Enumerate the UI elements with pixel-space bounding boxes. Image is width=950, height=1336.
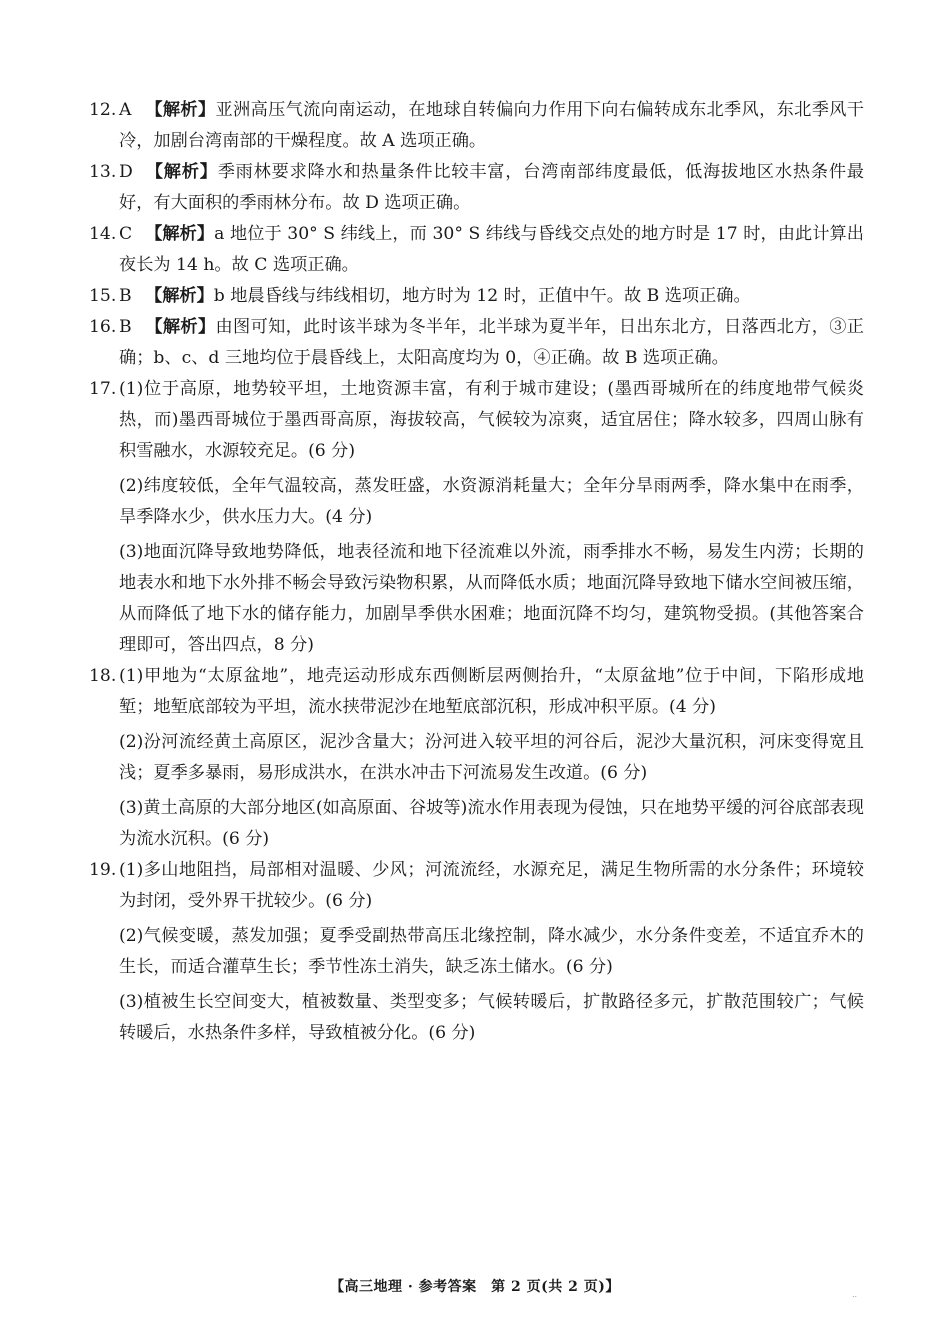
question-number: 18. bbox=[89, 666, 117, 686]
answer-19 bbox=[89, 855, 864, 1049]
answer-part: (3)植被生长空间变大，植被数量、类型变多；气候转暖后，扩散路径多元，扩散范围较广；气候转暖后，水热条件多样，导致植被分化。(6 分) bbox=[119, 992, 864, 1043]
analysis-tag: 【解析】 bbox=[145, 100, 216, 120]
answer-15 bbox=[89, 281, 864, 312]
analysis-tag: 【解析】 bbox=[145, 286, 214, 306]
answer-letter: D bbox=[119, 162, 133, 182]
question-number: 17. bbox=[89, 379, 117, 399]
analysis-text: a 地位于 30° S 纬线上，而 30° S 纬线与昏线交点处的地方时是 17 时，由此计算出夜长为 14 h。故 C 选项正确。 bbox=[119, 224, 864, 275]
answer-16 bbox=[89, 312, 864, 374]
analysis-tag: 【解析】 bbox=[145, 162, 218, 182]
answer-17 bbox=[89, 374, 864, 661]
question-number: 13. bbox=[89, 162, 117, 182]
question-number: 12. bbox=[89, 100, 117, 120]
answer-14 bbox=[89, 219, 864, 281]
answer-13 bbox=[89, 157, 864, 219]
question-number: 14. bbox=[89, 224, 117, 244]
analysis-tag: 【解析】 bbox=[145, 224, 215, 244]
answer-part: (1)多山地阻挡，局部相对温暖、少风；河流流经，水源充足，满足生物所需的水分条件；环境较为封闭，受外界干扰较少。(6 分) bbox=[119, 860, 864, 911]
answer-letter: B bbox=[119, 317, 132, 337]
answer-part: (1)甲地为“太原盆地”，地壳运动形成东西侧断层两侧抬升，“太原盆地”位于中间，下陷形成地堑；地堑底部较为平坦，流水挟带泥沙在地堑底部沉积，形成冲积平原。(4 分) bbox=[119, 666, 864, 717]
analysis-text: 亚洲高压气流向南运动，在地球自转偏向力作用下向右偏转成东北季风，东北季风干冷，加剧台湾南部的干燥程度。故 A 选项正确。 bbox=[119, 100, 864, 151]
analysis-text: 季雨林要求降水和热量条件比较丰富，台湾南部纬度最低，低海拔地区水热条件最好，有大面积的季雨林分布。故 D 选项正确。 bbox=[119, 162, 864, 213]
answer-part: (3)地面沉降导致地势降低，地表径流和地下径流难以外流，雨季排水不畅，易发生内涝；长期的地表水和地下水外排不畅会导致污染物积累，从而降低水质；地面沉降导致地下储水空间被压缩，从而降低了地下水的储存能力，加剧旱季供水困难；地面沉降不均匀，建筑物受损。(其他答案合理即可，答出四点，8 分) bbox=[119, 542, 864, 655]
question-number: 16. bbox=[89, 317, 117, 337]
answer-letter: C bbox=[119, 224, 133, 244]
answer-letter: A bbox=[119, 100, 132, 120]
analysis-text: b 地晨昏线与纬线相切，地方时为 12 时，正值中午。故 B 选项正确。 bbox=[213, 286, 751, 306]
question-number: 15. bbox=[89, 286, 117, 306]
corner-mark: .. bbox=[852, 1290, 858, 1299]
answer-18 bbox=[89, 661, 864, 855]
answer-part: (1)位于高原，地势较平坦，土地资源丰富，有利于城市建设；(墨西哥城所在的纬度地带气候炎热，而)墨西哥城位于墨西哥高原，海拔较高，气候较为凉爽，适宜居住；降水较多，四周山脉有积雪融水，水源较充足。(6 分) bbox=[119, 379, 864, 461]
answer-letter: B bbox=[119, 286, 132, 306]
answer-content bbox=[89, 95, 864, 1049]
answer-12 bbox=[89, 95, 864, 157]
question-number: 19. bbox=[89, 860, 117, 880]
page-footer: 【高三地理 · 参考答案 第 2 页(共 2 页)】 bbox=[330, 1279, 620, 1295]
answer-part: (3)黄土高原的大部分地区(如高原面、谷坡等)流水作用表现为侵蚀，只在地势平缓的河谷底部表现为流水沉积。(6 分) bbox=[119, 798, 864, 849]
answer-part: (2)气候变暖，蒸发加强；夏季受副热带高压北缘控制，降水减少，水分条件变差，不适宜乔木的生长，而适合灌草生长；季节性冻土消失，缺乏冻土储水。(6 分) bbox=[119, 926, 864, 977]
analysis-text: 由图可知，此时该半球为冬半年，北半球为夏半年，日出东北方，日落西北方，③正确；b、c、d 三地均位于晨昏线上，太阳高度均为 0，④正确。故 B 选项正确。 bbox=[119, 317, 864, 368]
answer-part: (2)纬度较低，全年气温较高，蒸发旺盛，水资源消耗量大；全年分旱雨两季，降水集中在雨季，旱季降水少，供水压力大。(4 分) bbox=[119, 476, 864, 527]
analysis-tag: 【解析】 bbox=[145, 317, 216, 337]
answer-part: (2)汾河流经黄土高原区，泥沙含量大；汾河进入较平坦的河谷后，泥沙大量沉积，河床变得宽且浅；夏季多暴雨，易形成洪水，在洪水冲击下河流易发生改道。(6 分) bbox=[119, 732, 864, 783]
